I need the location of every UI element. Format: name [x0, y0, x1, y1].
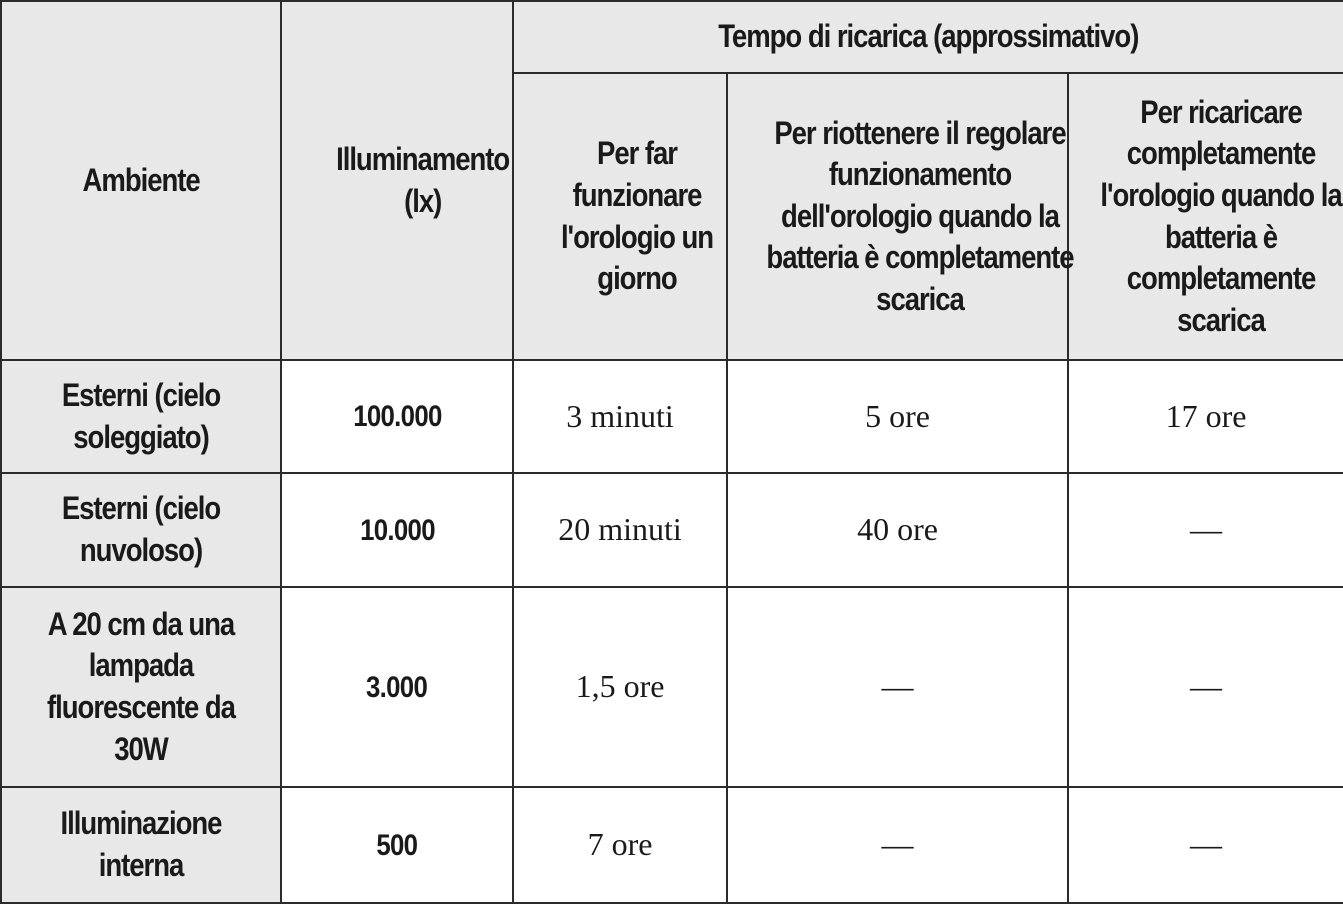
table-row — [1, 473, 1343, 587]
table-row — [1, 587, 1343, 787]
header-full-charge-text: Per ricaricare completamente l'orologio quando la batteria è completamente scarica — [1100, 93, 1342, 338]
header-regular-function-text: Per riottenere il regolare funzionamento dell'orologio quando la batteria è completamente scarica — [766, 114, 1074, 317]
row-lux — [281, 473, 513, 587]
row-ambiente-text: Esterni (cielo nuvoloso) — [61, 490, 221, 568]
row-lux-text: 500 — [376, 828, 418, 862]
row-lux — [281, 587, 513, 787]
row-ambiente — [1, 587, 281, 787]
header-tempo-di-ricarica-text: Tempo di ricarica (approssimativo) — [718, 18, 1139, 55]
header-one-day-text: Per far funzionare l'orologio un giorno — [560, 135, 714, 297]
row-one-day: 7 ore — [513, 787, 727, 903]
row-ambiente-text: A 20 cm da una lampada fluorescente da 30W — [47, 605, 235, 767]
row-lux-text: 100.000 — [352, 400, 442, 433]
header-regular-function — [727, 73, 1074, 360]
row-ambiente-text: Esterni (cielo soleggiato) — [61, 376, 221, 455]
row-regular: — — [727, 587, 1068, 787]
row-one-day: 1,5 ore — [513, 587, 727, 787]
row-ambiente-text: Illuminazione interna — [60, 805, 222, 883]
row-lux-text: 10.000 — [359, 513, 435, 547]
header-ambiente — [1, 1, 281, 360]
row-regular: 40 ore — [727, 473, 1068, 587]
row-ambiente — [1, 787, 281, 903]
header-one-day — [513, 73, 727, 360]
header-tempo-di-ricarica — [513, 1, 1343, 73]
header-illuminamento — [281, 1, 513, 360]
row-full: 17 ore — [1068, 360, 1343, 473]
row-lux — [281, 360, 513, 473]
header-ambiente-text: Ambiente — [82, 161, 200, 198]
table-row — [1, 360, 1343, 473]
row-full: — — [1068, 587, 1343, 787]
row-full: — — [1068, 473, 1343, 587]
row-ambiente — [1, 473, 281, 587]
header-illuminamento-text: Illuminamento (lx) — [336, 140, 510, 219]
row-lux-text: 3.000 — [366, 670, 428, 704]
row-full: — — [1068, 787, 1343, 903]
table-row — [1, 787, 1343, 903]
row-regular: — — [727, 787, 1068, 903]
row-one-day: 3 minuti — [513, 360, 727, 473]
row-ambiente — [1, 360, 281, 473]
header-row-group — [1, 1, 1343, 73]
row-regular: 5 ore — [727, 360, 1068, 473]
row-one-day: 20 minuti — [513, 473, 727, 587]
row-lux — [281, 787, 513, 903]
header-full-charge — [1068, 73, 1343, 360]
